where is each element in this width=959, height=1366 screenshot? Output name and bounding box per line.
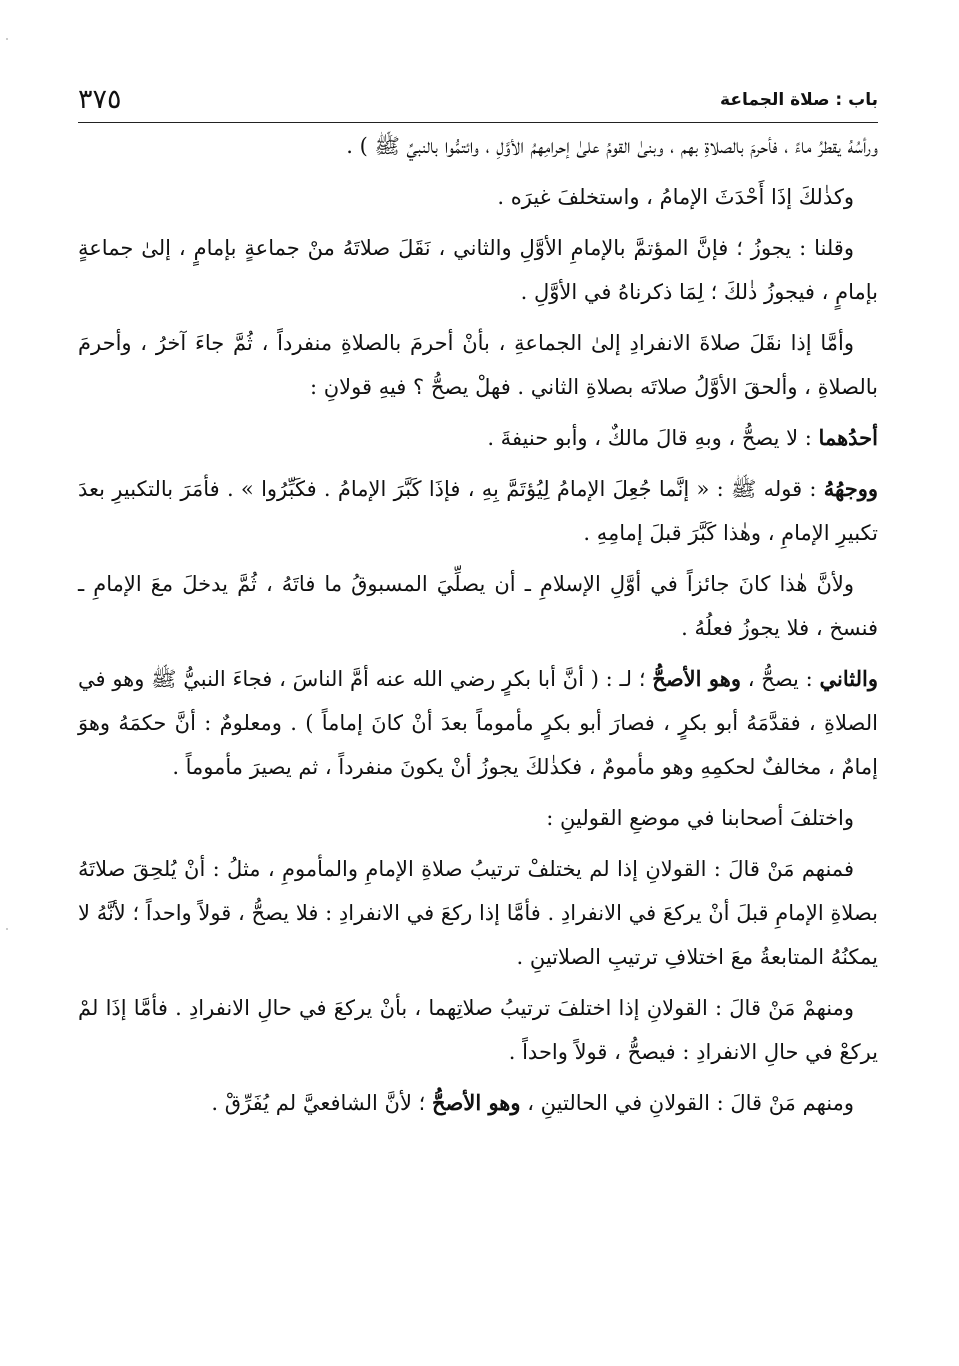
paragraph-first-opinion: أحدُهما : لا يصحُّ ، وبهِ قالَ مالكٌ ، وأبو حنيفةَ . (487, 425, 878, 450)
paragraph-11: ومنهمْ مَنْ قالَ : القولانِ إذا اختلفَ ترتيبُ صلاتِهما ، بأنْ يركعَ في حالِ الانفرادِ . فأمَّا إذَا لمْ يركعْ في حالِ الانفرادِ : فيصحُّ ، قولاً واحداً . (78, 996, 878, 1064)
paragraph-4: وأمَّا إذا نقَلَ صلاةَ الانفرادِ إلىٰ الجماعةِ ، بأنْ أحرمَ بالصلاةِ منفرداً ، ثُمَّ جاءَ آخرُ ، وأحرمَ بالصلاةِ ، وألحقَ الأوَّلُ صلاتَه بصلاةِ الثاني . فهلْ يصحُّ ؟ فيهِ قولانِ : (78, 331, 878, 399)
preferred-label: وهو الأصحُّ (652, 666, 741, 691)
paragraph-9: واختلفَ أصحابنا في موضعِ القولينِ : (546, 806, 854, 830)
paragraph-10: فمنهم مَنْ قالَ : القولانِ إذا لم يختلفْ ترتيبُ صلاةِ الإمامِ والمأمومِ ، مثلُ : أنْ يُلحِقَ صلاتَهُ بصلاةِ الإمامِ قبلَ أنْ يركعَ في الانفرادِ . فأمَّا إذا ركعَ في الانفرادِ : فلا يصحُّ ، قولاً واحداً ؛ لأنَّهُ لا يمكنُهُ المتابعةُ معَ اختلافِ ترتيبِ الصلاتينِ . (78, 857, 878, 969)
paragraph-3: وقلنا : يجوزُ ؛ فإنَّ المؤتمَّ بالإمامِ الأوَّلِ والثاني ، نَقَلَ صلاتَهُ منْ جماعةٍ بإمامٍ ، إلىٰ جماعةٍ بإمامٍ ، فيجوزُ ذٰلكَ ؛ لِمَا ذكرناهُ في الأوَّلِ . (78, 236, 878, 304)
paragraph-1: ورأسُهُ يقطرُ ماءً ، فأحرمَ بالصلاةِ بهم ، وبنىٰ القومُ علىٰ إحرامِهمُ الأوَّلِ ، وائتمُّوا بالنبيِّ ﷺ ) . (346, 134, 878, 158)
chapter-title: باب : صلاة الجماعة (720, 90, 878, 110)
body-text (78, 124, 878, 1132)
opinion-label: والثاني (819, 666, 878, 691)
rationale-label: ووجهُهُ (823, 476, 878, 501)
running-header (78, 84, 878, 124)
paragraph-2: وكذٰلكَ إذَا أَحْدَثَ الإمامُ ، واستخلفَ غيرَه . (497, 185, 854, 209)
paragraph-12: ومنهم مَنْ قالَ : القولانِ في الحالتينِ ، وهو الأصحُّ ؛ لأنَّ الشافعيَّ لم يُفَرِّقْ . (211, 1090, 854, 1115)
page-number: ٣٧٥ (78, 84, 122, 115)
paragraph-7: ولأنَّ هٰذا كانَ جائزاً في أوَّلِ الإسلامِ ـ أن يصلِّيَ المسبوقُ ما فاتَهُ ، ثُمَّ يدخلَ معَ الإمامِ ـ فنسخ ، فلا يجوزُ فعلُهُ . (78, 572, 878, 640)
preferred-label: وهو الأصحُّ (431, 1090, 521, 1115)
header-rule (78, 122, 878, 123)
paragraph-second-opinion: والثاني : يصحُّ ، وهو الأصحُّ ؛ لـ : ( أنَّ أبا بكرٍ رضي الله عنه أمَّ الناسَ ، فجاءَ النبيُّ ﷺ وهو في الصلاةِ ، فقدَّمَهُ أبو بكرٍ ، فصارَ أبو بكرٍ مأموماً بعدَ أنْ كانَ إماماً ) . ومعلومٌ : أنَّ حكمَهُ وهوَ إمامٌ ، مخالفٌ لحكمِهِ وهو مأمومٌ ، فكذٰلكَ يجوزُ أنْ يكونَ منفرداً ، ثم يصيرَ مأموماً . (78, 666, 878, 779)
margin-mark (6, 38, 8, 40)
margin-mark (6, 928, 8, 930)
opinion-label: أحدُهما (818, 425, 878, 450)
paragraph-its-rationale: ووجهُهُ : قوله ﷺ : « إنَّما جُعِلَ الإمامُ لِيُؤتَمَّ بِهِ ، فإذَا كَبَّرَ الإمامُ . فكَبِّرُوا » . فأمَرَ بالتكبيرِ بعدَ تكبيرِ الإمامِ ، وهٰذا كَبَّرَ قبلَ إمامِهِ . (78, 476, 878, 545)
